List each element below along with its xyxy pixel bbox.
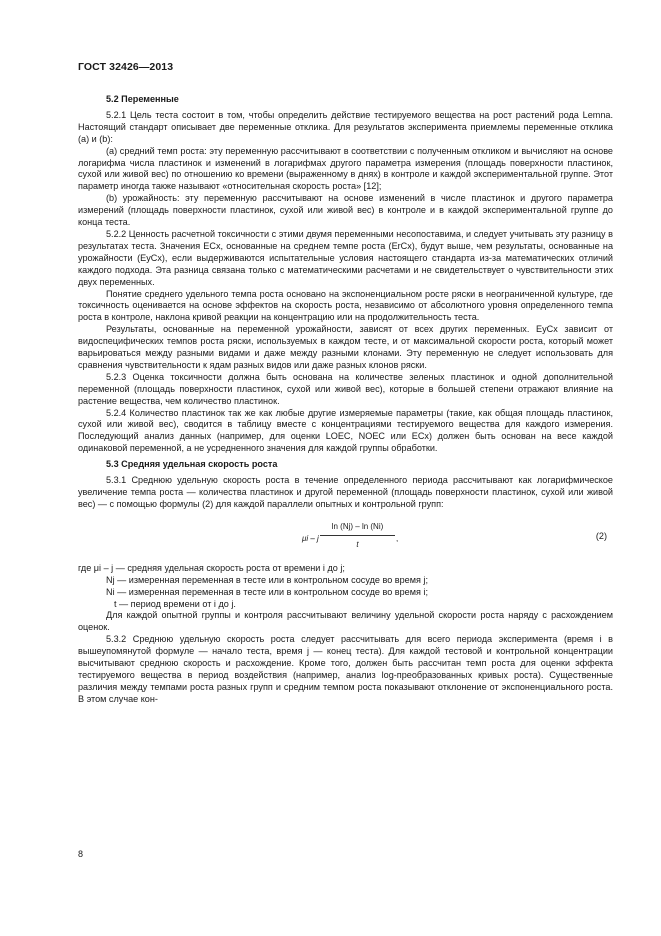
paragraph-yield-results: Результаты, основанные на переменной урожайности, зависят от всех других переменных. EyCx зависит от видоспецифических темпов роста ряски, используемых в каждом тесте, и от максимальной скорости роста, который может варьироваться между разными видами и даже между разными клонами. Эту переменную не следует использовать для сравнения чувствительности к ядам разных видов или даже разных клонов ряски. (78, 324, 613, 370)
legend-line-nj: Nj — измеренная переменная в тесте или в контрольном сосуде во время j; (106, 574, 428, 585)
paragraph-5-2-1: 5.2.1 Цель теста состоит в том, чтобы определить действие тестируемого вещества на рост растений рода Lemna. Настоящий стандарт описывает две переменные отклика. Для результатов эксперимента приемлемы переменные отклика (а) и (b): (78, 109, 613, 144)
legend-line-t: t — период времени от i до j. (114, 598, 236, 609)
paragraph-growth-concept: Понятие среднего удельного темпа роста основано на экспоненциальном росте ряски в неограниченной культуре, где токсичность оценивается на основе эффектов на скорость роста, независимо от абсолютного уровня определенного темпа роста в контроле, наклона кривой реакции на концентрацию или на продолжительность теста. (78, 288, 613, 323)
paragraph-variance: Для каждой опытной группы и контроля рассчитывают величину удельной скорости роста наряду с расхождением оценок. (78, 610, 613, 633)
section-heading-5-2: 5.2 Переменные (106, 94, 179, 104)
paragraph-5-2-3: 5.2.3 Оценка токсичности должна быть основана на количестве зеленых пластинок и одной дополнительной переменной (площадь поверхности пластинок, сухой или живой вес), которые в большей степени отражают влияние на растение вещества, чем количество пластинок. (78, 371, 613, 406)
page-number: 8 (78, 849, 84, 859)
document-body (78, 94, 613, 706)
paragraph-5-2-1-b: (b) урожайность: эту переменную рассчитывают на основе изменений в числе пластинок и другого параметра измерений (площадь поверхности пластинок, сухой или живой вес) в контроле и в каждой экспериментальной группе до конца теста. (78, 193, 613, 228)
formula-denominator: t (356, 539, 359, 549)
standard-title: ГОСТ 32426—2013 (78, 61, 174, 73)
paragraph-5-3-1: 5.3.1 Среднюю удельную скорость роста в течение определенного периода рассчитывают как логарифмическое увеличение темпа роста — количества пластинок и другой переменной (площадь поверхности пластинок, сухой или живой вес) — с помощью формулы (2) для каждой параллели опытных и контрольной групп: (78, 475, 613, 509)
formula-fraction (320, 521, 395, 551)
formula-numerator: ln (Nj) – ln (Ni) (331, 521, 384, 531)
formula-number: (2) (595, 530, 607, 541)
legend-line-mu: где μi – j — средняя удельная скорость роста от времени i до j; (78, 562, 345, 573)
paragraph-5-2-4: 5.2.4 Количество пластинок так же как любые другие измеряемые параметры (такие, как общая площадь пластинок, сухой или живой вес), сводится в таблицу вместе с концентрациями тестируемого вещества для каждого измерения. Последующий анализ данных (например, для оценки LOEC, NOEC или ECx) должен быть основан на весе каждой одинаковой переменной, а не усредненного значения для каждой группы обработки. (78, 407, 613, 454)
section-heading-5-3: 5.3 Средняя удельная скорость роста (106, 459, 278, 470)
paragraph-5-2-2: 5.2.2 Ценность расчетной токсичности с этими двумя переменными несопоставима, и следует учитывать эту разницу в результатах теста. Значения ECx, основанные на среднем темпе роста (ErCx), будут выше, чем результаты, основанные на урожайности (EyCx), если выдерживаются испытательные условия настоящего стандарта из-за математических отличий каждого подхода. Эта разница связана только с математическими расчетами и не свидетельствует о чувствительности этих двух переменных. (78, 228, 613, 287)
legend-line-ni: Ni — измеренная переменная в тесте или в контрольном сосуде во время i; (106, 586, 428, 597)
paragraph-5-2-1-a: (а) средний темп роста: эту переменную рассчитывают в соответствии с полученным откликом и вычисляют на основе логарифма числа пластинок и изменений в логарифмах другого параметра измерения (площадь поверхности пластинок, сухой или живой вес) по отношению ко времени (выраженному в днях) в контроле и каждой экспериментальной группе. Этот параметр иногда также называют «относительная скорость роста» [12]; (78, 145, 613, 192)
formula-2 (78, 517, 613, 561)
formula-comma: , (396, 533, 399, 543)
paragraph-5-3-2: 5.3.2 Среднюю удельную скорость роста следует рассчитывать для всего периода эксперимента (время i в вышеупомянутой формуле — начало теста, время j — конец теста). Для каждой тестовой и контрольной концентрации высчитывают среднюю скорость и расхождение. Кроме того, должен быть рассчитан темп роста для оценки эффекта тестируемого вещества в период воздействия (например, анализ log-преобразованных кривых роста). Существенные различия между темпами роста разных групп и средним темпом роста показывают отклонение от экспоненциального роста. В этом случае кон- (78, 634, 613, 704)
formula-legend (78, 563, 613, 611)
formula-lhs: μi – j (302, 533, 319, 543)
